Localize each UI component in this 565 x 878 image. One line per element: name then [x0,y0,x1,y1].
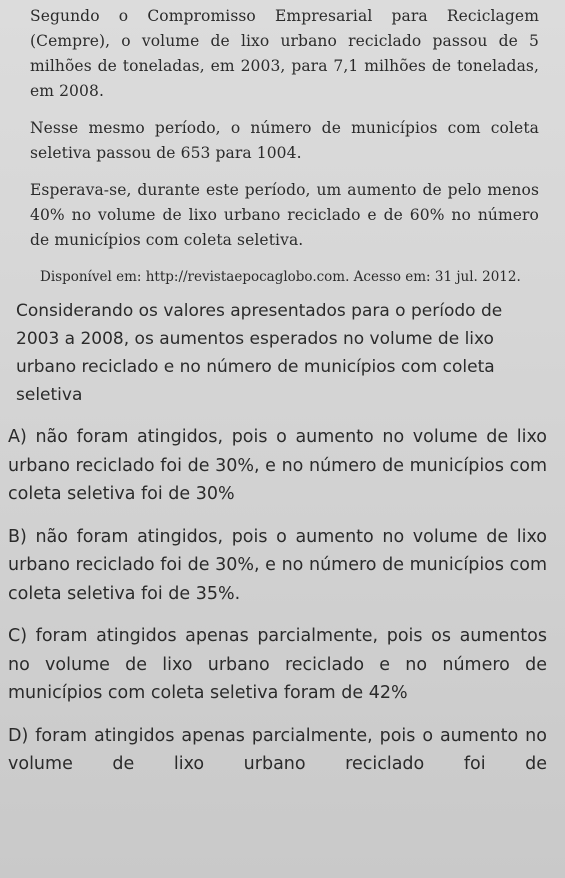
option-d[interactable] [8,722,547,779]
option-a-letter: A) [8,427,27,447]
option-b-letter: B) [8,526,27,547]
option-c-text: foram atingidos apenas parcialmente, pois os aumentos no volume de lixo urbano reciclado e no número de municípios com coleta seletiva foram de 42% [8,626,547,703]
option-c-letter: C) [8,626,28,646]
option-c[interactable] [8,622,547,708]
context-paragraph-1: Segundo o Compromisso Empresarial para Reciclagem (Cempre), o volume de lixo urbano reciclado passou de 5 milhões de toneladas, em 2003, para 7,1 milhões de toneladas, em 2008. [30,7,539,100]
source-citation: Disponível em: http://revistaepocaglobo.com. Acesso em: 31 jul. 2012. [40,269,521,285]
context-paragraph-3: Esperava-se, durante este período, um aumento de pelo menos 40% no volume de lixo urbano reciclado e de 60% no número de municípios com coleta seletiva. [30,181,539,249]
option-b-text: não foram atingidos, pois o aumento no volume de lixo urbano reciclado foi de 30%, e no número de municípios com coleta seletiva foi de 35%. [8,526,547,604]
option-d-letter: D) [8,725,29,746]
option-a[interactable] [8,423,547,509]
question-prompt: Considerando os valores apresentados para o período de 2003 a 2008, os aumentos esperados no volume de lixo urbano reciclado e no número de municípios com coleta seletiva [16,301,503,405]
context-paragraph-2: Nesse mesmo período, o número de municípios com coleta seletiva passou de 653 para 1004. [30,119,539,162]
option-a-text: não foram atingidos, pois o aumento no volume de lixo urbano reciclado foi de 30%, e no número de municípios com coleta seletiva foi de 30% [8,427,547,504]
option-d-text: foram atingidos apenas parcialmente, pois o aumento no volume de lixo urbano reciclado foi de [8,725,547,774]
option-b[interactable] [8,523,547,609]
